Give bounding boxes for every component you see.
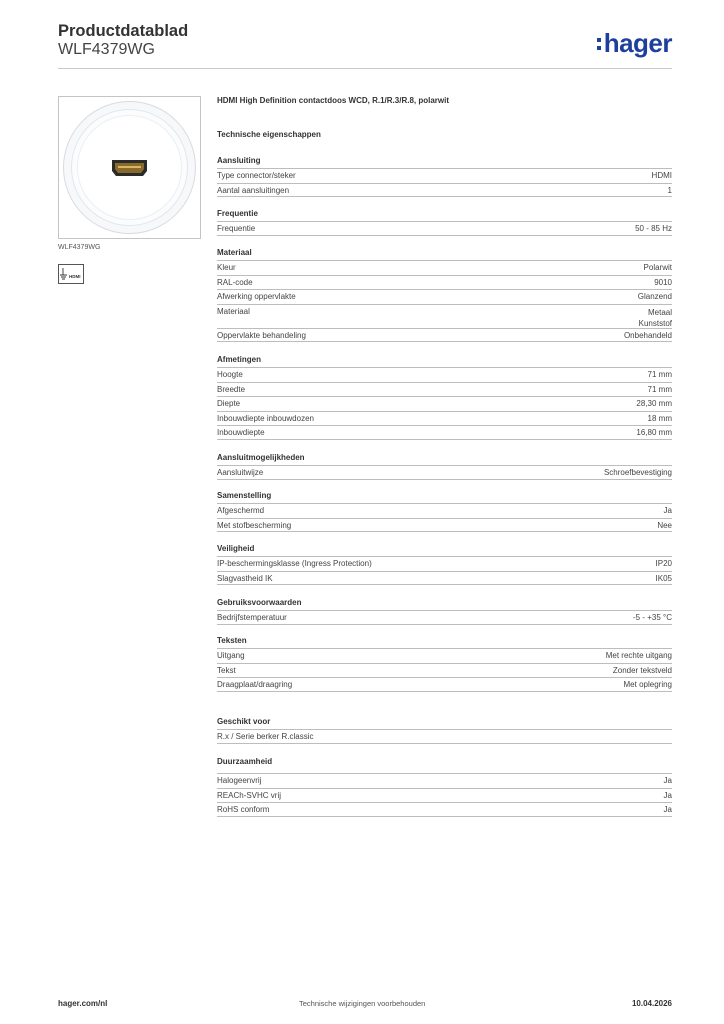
spec-label: Inbouwdiepte xyxy=(217,428,265,438)
spec-row xyxy=(217,465,672,480)
spec-value: 18 mm xyxy=(647,413,672,423)
section-title-gebruiksvoorwaarden: Gebruiksvoorwaarden xyxy=(217,598,302,607)
spec-value: Ja xyxy=(663,790,672,800)
spec-value: 16,80 mm xyxy=(636,428,672,438)
spec-label: Halogeenvrij xyxy=(217,776,262,785)
spec-value: 9010 xyxy=(654,277,672,287)
spec-value: Zonder tekstveld xyxy=(612,665,672,675)
spec-value-multi xyxy=(639,307,672,329)
spec-label: Oppervlakte behandeling xyxy=(217,330,306,340)
hdmi-symbol-icon xyxy=(58,264,84,284)
section-title-geschikt-voor: Geschikt voor xyxy=(217,717,271,726)
section-title-veiligheid: Veiligheid xyxy=(217,544,255,553)
logo-dots-icon xyxy=(597,36,601,52)
section-title-samenstelling: Samenstelling xyxy=(217,491,272,500)
spec-value: IP20 xyxy=(655,559,672,568)
spec-value: 50 - 85 Hz xyxy=(635,224,672,233)
spec-label: Met stofbescherming xyxy=(217,520,292,530)
section-title-duurzaamheid: Duurzaamheid xyxy=(217,757,273,766)
section-title-aansluitmogelijkheden: Aansluitmogelijkheden xyxy=(217,453,305,462)
hdmi-symbol-text: HDMI xyxy=(69,274,81,279)
spec-row xyxy=(217,503,672,518)
spec-row xyxy=(217,425,672,440)
section-title-teksten: Teksten xyxy=(217,636,247,645)
spec-label: Breedte xyxy=(217,384,246,394)
spec-label: RAL-code xyxy=(217,277,253,287)
header-divider xyxy=(58,68,672,69)
spec-label: Aantal aansluitingen xyxy=(217,185,290,195)
spec-value: Polarwit xyxy=(643,263,672,272)
spec-label: Bedrijfstemperatuur xyxy=(217,613,287,622)
product-image xyxy=(58,96,201,239)
spec-value: Ja xyxy=(663,805,672,815)
section-title-materiaal: Materiaal xyxy=(217,248,252,257)
spec-row xyxy=(217,411,672,426)
spec-row xyxy=(217,518,672,533)
spec-value: HDMI xyxy=(651,171,672,180)
spec-row xyxy=(217,729,672,744)
spec-value: 71 mm xyxy=(647,370,672,379)
spec-row xyxy=(217,275,672,290)
section-title-aansluiting: Aansluiting xyxy=(217,156,261,165)
spec-row xyxy=(217,221,672,236)
spec-row xyxy=(217,396,672,411)
spec-label: Afwerking oppervlakte xyxy=(217,292,296,302)
website-link[interactable]: hager.com/nl xyxy=(58,999,108,1008)
spec-label: RoHS conform xyxy=(217,805,270,815)
spec-value-line: Metaal xyxy=(647,307,672,317)
spec-row xyxy=(217,183,672,198)
spec-value: Met oplegring xyxy=(623,680,672,690)
spec-value: 28,30 mm xyxy=(636,399,672,409)
spec-label: Kleur xyxy=(217,263,236,272)
spec-row xyxy=(217,648,672,663)
section-title-frequentie: Frequentie xyxy=(217,209,258,218)
spec-row xyxy=(217,304,672,328)
spec-label: Materiaal xyxy=(217,306,250,316)
spec-value-line: Kunststof xyxy=(638,318,672,328)
product-code: WLF4379WG xyxy=(58,41,155,58)
spec-value: Nee xyxy=(657,520,672,530)
spec-label: Inbouwdiepte inbouwdozen xyxy=(217,413,314,423)
spec-label: REACh-SVHC vrij xyxy=(217,790,282,800)
spec-row xyxy=(217,556,672,571)
spec-row xyxy=(217,260,672,275)
spec-row xyxy=(217,382,672,397)
document-title: Productdatablad xyxy=(58,22,189,40)
spec-row xyxy=(217,367,672,382)
spec-row xyxy=(217,168,672,183)
spec-value: 71 mm xyxy=(647,384,672,394)
footer-disclaimer: Technische wijzigingen voorbehouden xyxy=(299,999,426,1008)
spec-row xyxy=(217,677,672,692)
spec-label: R.x / Serie berker R.classic xyxy=(217,732,314,741)
spec-value: Ja xyxy=(663,506,672,515)
spec-label: Frequentie xyxy=(217,224,256,233)
spec-label: Uitgang xyxy=(217,651,245,660)
product-description: HDMI High Definition contactdoos WCD, R.1/R.3/R.8, polarwit xyxy=(217,96,450,105)
logo-text: hager xyxy=(603,28,672,58)
hdmi-socket-icon xyxy=(59,97,200,238)
spec-label: Aansluitwijze xyxy=(217,468,264,477)
spec-value: Met rechte uitgang xyxy=(605,651,672,660)
spec-row xyxy=(217,802,672,817)
page-header xyxy=(58,22,672,70)
spec-row xyxy=(217,610,672,625)
spec-label: Tekst xyxy=(217,665,236,675)
spec-label: Afgeschermd xyxy=(217,506,265,515)
spec-value: Glanzend xyxy=(637,292,672,302)
footer-date: 10.04.2026 xyxy=(631,999,672,1008)
spec-label: Draagplaat/draagring xyxy=(217,680,293,690)
hager-logo xyxy=(597,28,672,59)
spec-label: Slagvastheid IK xyxy=(217,573,273,583)
spec-value: Schroefbevestiging xyxy=(603,468,672,477)
spec-value: 1 xyxy=(667,185,672,195)
tech-properties-heading: Technische eigenschappen xyxy=(217,130,321,139)
spec-row xyxy=(217,571,672,586)
spec-label: Diepte xyxy=(217,399,241,409)
spec-value: -5 - +35 °C xyxy=(633,613,672,622)
spec-value: Onbehandeld xyxy=(623,330,672,340)
spec-row xyxy=(217,773,672,788)
image-caption: WLF4379WG xyxy=(58,244,101,251)
spec-value: Ja xyxy=(663,776,672,785)
spec-row xyxy=(217,663,672,678)
spec-row xyxy=(217,328,672,343)
spec-row xyxy=(217,788,672,803)
spec-label: Hoogte xyxy=(217,370,243,379)
spec-label: IP-beschermingsklasse (Ingress Protection) xyxy=(217,559,372,568)
spec-row xyxy=(217,289,672,304)
spec-value: IK05 xyxy=(655,573,672,583)
spec-label: Type connector/steker xyxy=(217,171,296,180)
section-title-afmetingen: Afmetingen xyxy=(217,355,261,364)
